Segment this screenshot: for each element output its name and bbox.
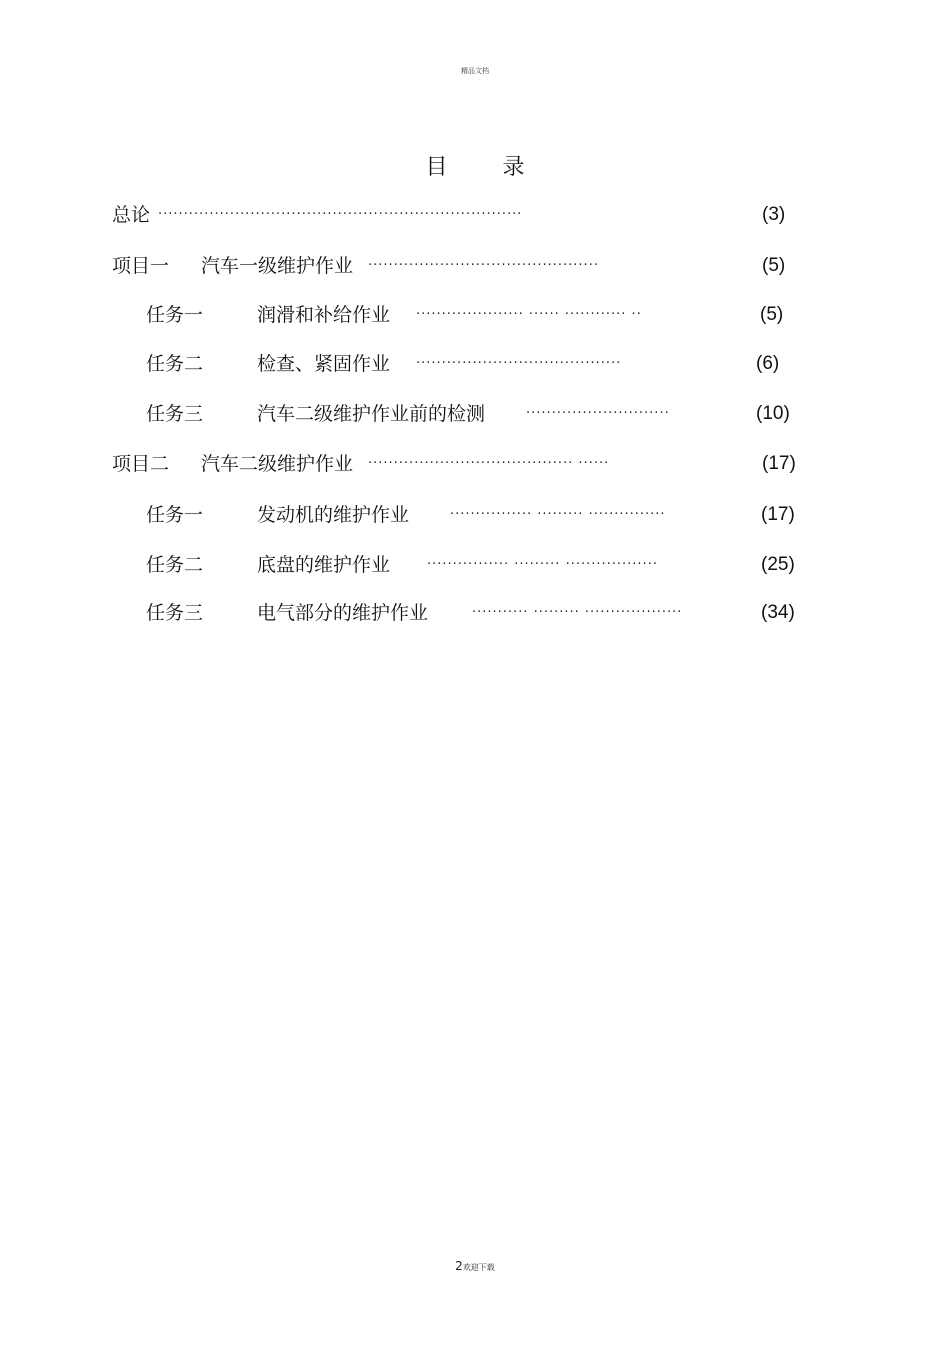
toc-entry-leader: ················ ········· ·················· [427, 557, 658, 572]
toc-entry-leader: ················ ········· ··············· [450, 507, 666, 522]
toc-entry-label: 底盘的维护作业 [257, 554, 391, 576]
header-note: 精品文档 [461, 67, 489, 75]
toc-entry-page: (17) [761, 504, 795, 525]
toc-entry-prefix: 任务二 [146, 554, 204, 576]
toc-entry-page: (34) [761, 602, 795, 623]
page-footer [0, 1259, 950, 1273]
toc-entry-prefix: 任务二 [146, 353, 204, 375]
toc-entry-label: 发动机的维护作业 [257, 504, 410, 526]
toc-entry-task-1-1[interactable] [0, 302, 950, 328]
toc-entry-label: 汽车二级维护作业 [201, 453, 354, 475]
toc-entry-prefix: 任务一 [146, 304, 204, 326]
toc-entry-prefix: 项目二 [112, 453, 170, 475]
toc-entry-leader: ······································································· [158, 207, 523, 222]
toc-entry-label: 总论 [112, 204, 151, 226]
toc-entry-label: 电气部分的维护作业 [257, 602, 429, 624]
toc-entry-leader: ··········· ········· ··················· [472, 605, 683, 620]
page-number: 2 [455, 1259, 463, 1273]
toc-entry-leader: ········································ ······ [368, 456, 610, 471]
toc-entry-leader: ········································ [416, 356, 622, 371]
toc-entry-prefix: 任务三 [146, 403, 204, 425]
toc-title: 目 录 [425, 155, 549, 180]
toc-entry-page: (3) [762, 204, 786, 225]
toc-entry-project-1[interactable] [0, 253, 950, 279]
toc-entry-task-1-3[interactable] [0, 401, 950, 427]
toc-entry-task-2-2[interactable] [0, 552, 950, 578]
footer-note: 欢迎下载 [462, 1263, 495, 1272]
toc-entry-label: 检查、紧固作业 [257, 353, 391, 375]
toc-entry-page: (10) [756, 403, 790, 424]
toc-entry-page: (17) [762, 453, 796, 474]
toc-entry-prefix: 项目一 [112, 255, 170, 277]
toc-entry-task-1-2[interactable] [0, 351, 950, 377]
toc-entry-general[interactable] [0, 202, 950, 228]
toc-entry-label: 汽车二级维护作业前的检测 [257, 403, 486, 425]
toc-entry-project-2[interactable] [0, 451, 950, 477]
toc-entry-leader: ···························· [526, 406, 670, 421]
toc-entry-page: (5) [762, 255, 786, 276]
toc-entry-prefix: 任务一 [146, 504, 204, 526]
toc-entry-label: 润滑和补给作业 [257, 304, 391, 326]
toc-entry-task-2-1[interactable] [0, 502, 950, 528]
toc-entry-task-2-3[interactable] [0, 600, 950, 626]
toc-entry-label: 汽车一级维护作业 [201, 255, 354, 277]
toc-entry-leader: ············································· [368, 258, 599, 273]
toc-entry-page: (5) [760, 304, 784, 325]
toc-entry-page: (6) [756, 353, 780, 374]
toc-entry-page: (25) [761, 554, 795, 575]
toc-entry-leader: ····················· ······ ············ ·· [416, 307, 642, 322]
toc-entry-prefix: 任务三 [146, 602, 204, 624]
